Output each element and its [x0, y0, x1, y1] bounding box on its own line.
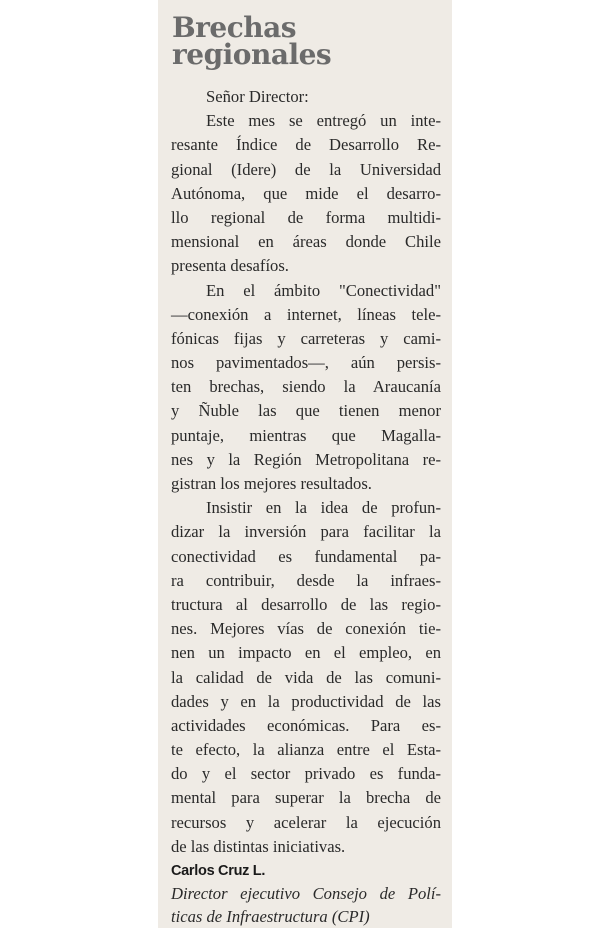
text-line: dades y en la productividad de las — [171, 691, 441, 711]
article-body — [171, 85, 441, 928]
author-name: Carlos Cruz L. — [171, 863, 266, 879]
text-line: En el ámbito "Conectividad" — [206, 280, 441, 300]
paragraph — [171, 496, 441, 859]
text-line: —conexión a internet, líneas tele- — [171, 304, 441, 324]
text-line: gistran los mejores resultados. — [171, 474, 372, 493]
text-line: ten brechas, siendo la Araucanía — [171, 377, 441, 397]
text-line: mensional en áreas donde Chile — [171, 232, 441, 252]
text-line: resante Índice de Desarrollo Re- — [171, 135, 441, 155]
text-line: do y el sector privado es funda- — [171, 764, 441, 784]
text-line: mental para superar la brecha de — [171, 788, 441, 808]
text-line: fónicas fijas y carreteras y cami- — [171, 328, 441, 348]
title-line: Brechas — [172, 11, 297, 44]
text-line: nen un impacto en el empleo, en — [171, 643, 441, 663]
title-line: regionales — [172, 38, 332, 71]
text-line: dizar la inversión para facilitar la — [171, 522, 441, 542]
newspaper-clipping — [158, 0, 452, 928]
article-title — [172, 11, 332, 71]
text-line: la calidad de vida de las comuni- — [171, 667, 441, 687]
text-line: llo regional de forma multidi- — [171, 207, 441, 227]
text-line: nos pavimentados—, aún persis- — [171, 353, 441, 373]
letter-paragraphs — [171, 85, 441, 859]
text-line: recursos y acelerar la ejecución — [171, 812, 441, 832]
text-line: Señor Director: — [206, 87, 309, 106]
author-role-line: Director ejecutivo Consejo de Polí- — [171, 884, 441, 903]
text-line: tructura al desarrollo de las regio- — [171, 594, 441, 614]
paragraph — [171, 279, 441, 497]
text-line: y Ñuble las que tienen menor — [171, 401, 441, 421]
text-line: actividades económicas. Para es- — [171, 715, 441, 735]
text-line: ra contribuir, desde la infraes- — [171, 570, 441, 590]
text-line: puntaje, mientras que Magalla- — [171, 425, 441, 445]
text-line: Insistir en la idea de profun- — [206, 498, 441, 518]
text-line: te efecto, la alianza entre el Esta- — [171, 740, 441, 760]
text-line: conectividad es fundamental pa- — [171, 546, 441, 566]
author-role-line: ticas de Infraestructura (CPI) — [171, 907, 370, 926]
paragraph — [171, 85, 441, 109]
text-line: gional (Idere) de la Universidad — [171, 159, 441, 179]
text-line: nes. Mejores vías de conexión tie- — [171, 619, 441, 639]
text-line: Este mes se entregó un inte- — [206, 111, 441, 131]
paragraph — [171, 109, 441, 278]
text-line: Autónoma, que mide el desarro- — [171, 183, 441, 203]
text-line: nes y la Región Metropolitana re- — [171, 449, 441, 469]
text-line: presenta desafíos. — [171, 256, 289, 276]
text-line: de las distintas iniciativas. — [171, 836, 346, 856]
